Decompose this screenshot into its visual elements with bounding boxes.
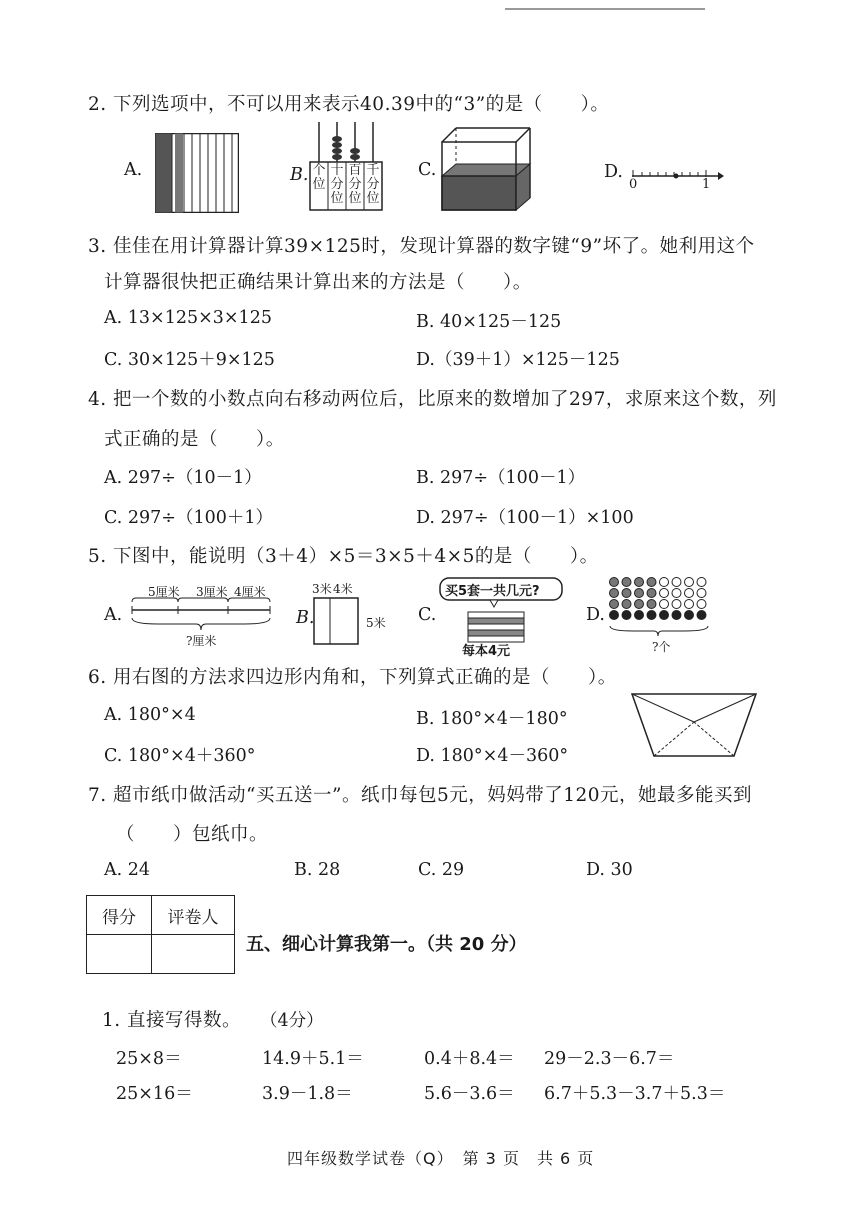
q5-b-label-3m: 3米: [312, 582, 332, 596]
q6-option-b: B. 180°×4－180°: [416, 709, 568, 729]
dot: [610, 578, 619, 587]
grader-cell[interactable]: [152, 935, 235, 974]
dot: [660, 611, 669, 620]
dot: [622, 611, 631, 620]
q2-abacus-label-hundredths: 百分位: [348, 163, 362, 206]
q5-c-speech-bubble-text: 买5套一共几元?: [445, 584, 540, 599]
q5-b-label-5m: 5米: [366, 616, 386, 630]
q5-stem: 5. 下图中，能说明（3＋4）×5＝3×5＋4×5的是（ ）。: [88, 546, 599, 567]
q7-option-c: C. 29: [418, 860, 465, 880]
q2-option-d-label: D.: [604, 162, 623, 182]
q4-option-b: B. 297÷（100－1）: [416, 468, 586, 488]
q5-d-label-total: ?个: [652, 640, 671, 654]
calc-row2-item3: 5.6－3.6＝: [424, 1084, 515, 1104]
section5-sub1-points: （4分）: [260, 1011, 324, 1031]
q2-option-b-label: B.: [290, 165, 309, 185]
q7-option-d: D. 30: [586, 860, 633, 880]
q5-option-d-label: D.: [586, 605, 605, 625]
q2-option-a-grid-figure: [155, 133, 239, 213]
score-cell[interactable]: [87, 935, 152, 974]
q4-option-c: C. 297÷（100＋1）: [104, 508, 273, 528]
dot: [697, 578, 706, 587]
calc-row1-item1: 25×8＝: [116, 1049, 182, 1069]
q4-option-d: D. 297÷（100－1）×100: [416, 508, 634, 528]
calc-row1-item2: 14.9＋5.1＝: [262, 1049, 364, 1069]
dot: [622, 589, 631, 598]
q5-a-label-4cm: 4厘米: [234, 585, 266, 599]
dot: [647, 578, 656, 587]
score-box: [86, 895, 235, 974]
scan-artifact-line: [505, 8, 705, 10]
dot: [685, 589, 694, 598]
q5-c-price-label: 每本4元: [462, 644, 511, 659]
score-header: 得分: [87, 896, 152, 935]
dot: [672, 589, 681, 598]
q3-option-d: D.（39＋1）×125－125: [416, 350, 620, 370]
q5-option-b-rectangle: [312, 596, 362, 648]
dot: [647, 589, 656, 598]
q5-b-label-4m: 4米: [333, 582, 353, 596]
dot: [660, 578, 669, 587]
q5-a-label-5cm: 5厘米: [148, 585, 180, 599]
dot: [647, 600, 656, 609]
q7-stem-line1: 7. 超市纸巾做活动“买五送一”。纸巾每包5元，妈妈带了120元，她最多能买到: [88, 785, 753, 806]
dot: [635, 611, 644, 620]
q2-abacus-label-tenths: 十分位: [330, 163, 344, 206]
dot: [660, 600, 669, 609]
dot: [610, 600, 619, 609]
grader-header: 评卷人: [152, 896, 235, 935]
q5-option-c-label: C.: [418, 605, 437, 625]
q2-option-c-label: C.: [418, 160, 437, 180]
dot: [697, 600, 706, 609]
dot: [635, 600, 644, 609]
q3-option-b: B. 40×125－125: [416, 312, 562, 332]
calc-row1-item4: 29－2.3－6.7＝: [544, 1049, 675, 1069]
q2-stem: 2. 下列选项中，不可以用来表示40.39中的“3”的是（ ）。: [88, 94, 610, 115]
q5-option-d-dot-grid: [608, 576, 710, 638]
section5-sub1-label: 1. 直接写得数。: [102, 1010, 242, 1031]
q2-abacus-label-ones: 个位: [312, 163, 326, 192]
q7-stem-line2: （ ）包纸巾。: [116, 824, 269, 845]
calc-row2-item2: 3.9－1.8＝: [262, 1084, 353, 1104]
calc-row1-item3: 0.4＋8.4＝: [424, 1049, 515, 1069]
dot: [672, 578, 681, 587]
q3-stem-line1: 3. 佳佳在用计算器计算39×125时，发现计算器的数字键“9”坏了。她利用这个: [88, 236, 755, 257]
q2-abacus-label-thousandths: 千分位: [366, 163, 380, 206]
dot: [685, 611, 694, 620]
q2-numberline-zero: 0: [629, 177, 638, 192]
q3-stem-line2: 计算器很快把正确结果计算出来的方法是（ ）。: [104, 272, 532, 293]
dot: [672, 611, 681, 620]
dot: [647, 611, 656, 620]
q7-option-a: A. 24: [104, 860, 151, 880]
calc-row2-item4: 6.7＋5.3－3.7＋5.3＝: [544, 1084, 726, 1104]
dot: [610, 611, 619, 620]
dot: [672, 600, 681, 609]
dot: [635, 589, 644, 598]
q2-option-c-cube: [436, 124, 536, 214]
q2-numberline-one: 1: [702, 177, 711, 192]
section5-title: 五、细心计算我第一。（共 20 分）: [246, 934, 527, 955]
q6-stem: 6. 用右图的方法求四边形内角和，下列算式正确的是（ ）。: [88, 667, 617, 688]
q5-a-label-total: ?厘米: [186, 634, 217, 648]
q4-stem-line1: 4. 把一个数的小数点向右移动两位后，比原来的数增加了297，求原来这个数，列: [88, 389, 777, 410]
q6-option-c: C. 180°×4＋360°: [104, 746, 256, 766]
dot: [610, 589, 619, 598]
q6-quadrilateral-figure: [628, 690, 760, 762]
q4-stem-line2: 式正确的是（ ）。: [104, 429, 285, 450]
q5-option-b-label: B.: [296, 608, 315, 628]
q4-option-a: A. 297÷（10－1）: [104, 468, 262, 488]
page-footer: 四年级数学试卷（Q） 第 3 页 共 6 页: [287, 1149, 595, 1168]
q3-option-a: A. 13×125×3×125: [104, 308, 272, 328]
q5-option-a-segment-diagram: [128, 596, 274, 636]
q2-option-a-label: A.: [124, 160, 143, 180]
dot: [685, 600, 694, 609]
dot: [660, 589, 669, 598]
calc-row2-item1: 25×16＝: [116, 1084, 193, 1104]
dot: [697, 611, 706, 620]
q5-option-a-label: A.: [104, 605, 123, 625]
q7-option-b: B. 28: [294, 860, 341, 880]
q3-option-c: C. 30×125＋9×125: [104, 350, 275, 370]
dot-grid-brace: [610, 626, 708, 636]
dot: [685, 578, 694, 587]
dot: [622, 578, 631, 587]
dot: [622, 600, 631, 609]
q5-a-label-3cm: 3厘米: [196, 585, 228, 599]
q6-option-a: A. 180°×4: [104, 705, 196, 725]
dot: [697, 589, 706, 598]
dot: [635, 578, 644, 587]
q6-option-d: D. 180°×4－360°: [416, 746, 569, 766]
